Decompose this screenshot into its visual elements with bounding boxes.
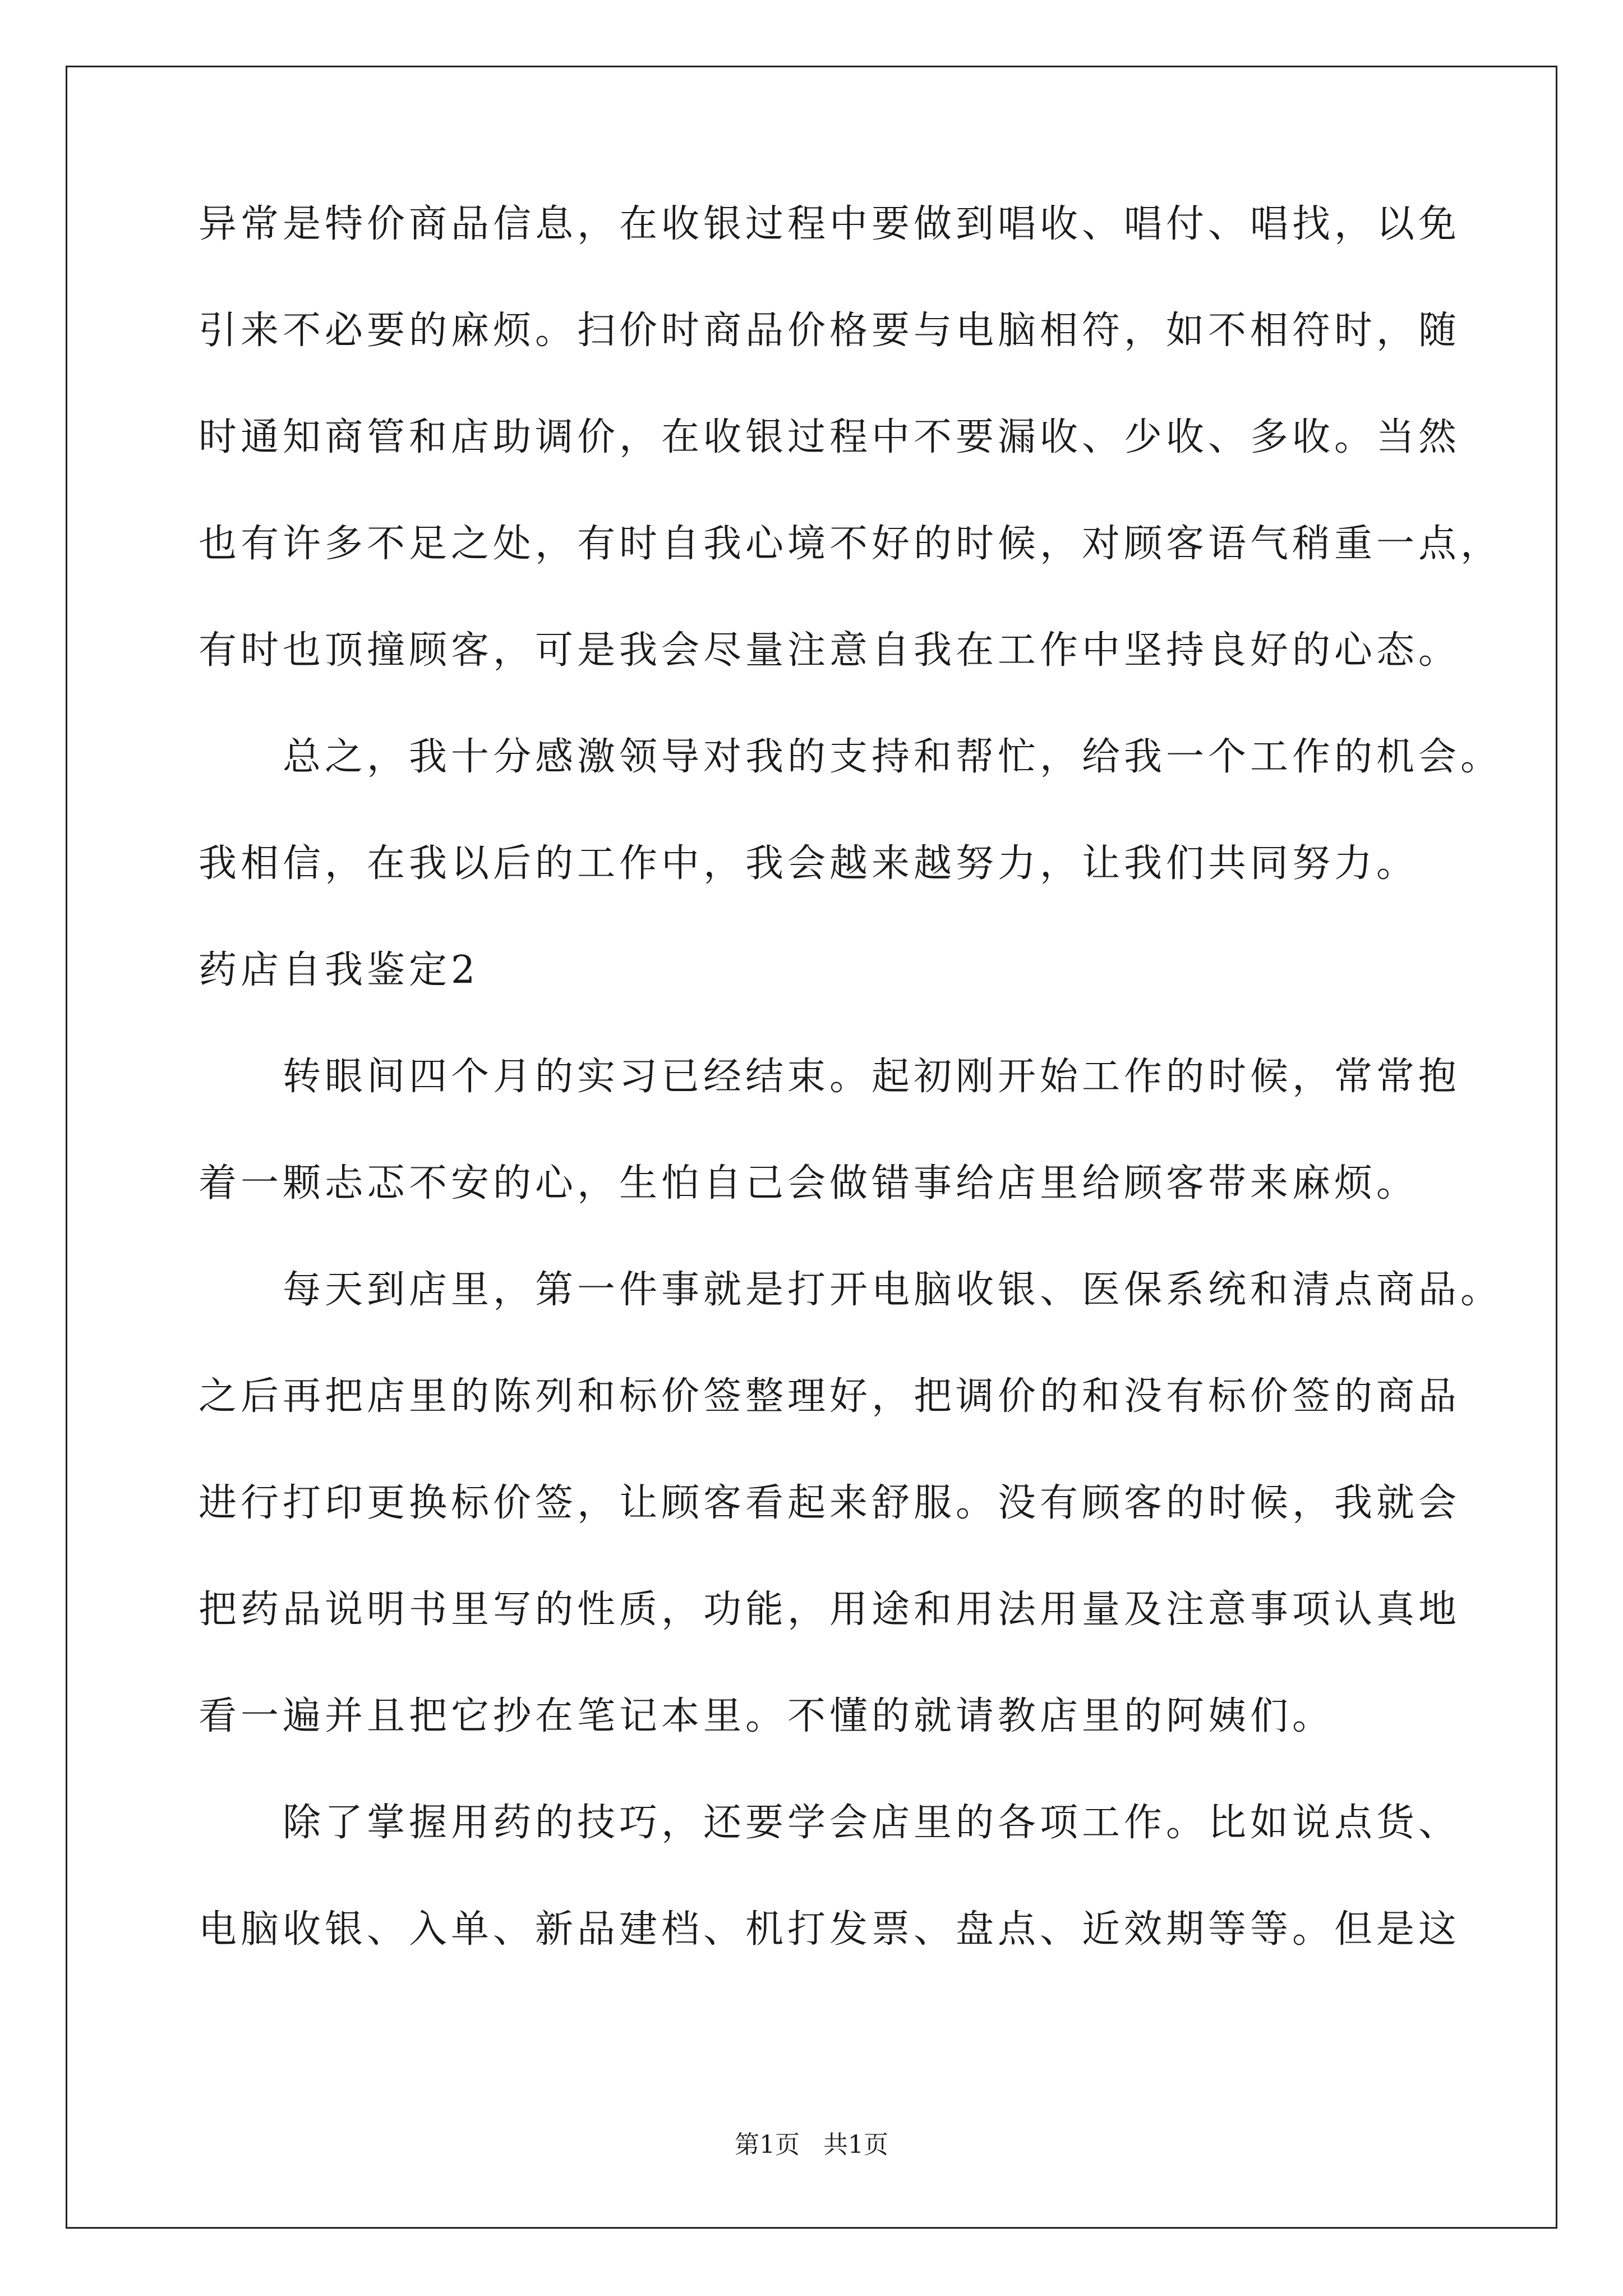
page-number: 第1页 [735, 2131, 800, 2159]
footer-spacer [800, 2131, 823, 2159]
section-heading: 药店自我鉴定2 [199, 948, 479, 992]
text-line: 总之，我十分感激领导对我的支持和帮忙，给我一个工作的机会。 [199, 735, 1503, 779]
text-line: 时通知商管和店助调价，在收银过程中不要漏收、少收、多收。当然 [199, 415, 1461, 459]
text-line: 每天到店里，第一件事就是打开电脑收银、医保系统和清点商品。 [199, 1268, 1503, 1312]
text-line: 进行打印更换标价签，让顾客看起来舒服。没有顾客的时候，我就会 [199, 1481, 1461, 1525]
text-line: 异常是特价商品信息，在收银过程中要做到唱收、唱付、唱找，以免 [199, 202, 1461, 246]
page-footer [0, 2129, 1623, 2161]
text-line: 引来不必要的麻烦。扫价时商品价格要与电脑相符，如不相符时，随 [199, 309, 1461, 353]
text-line: 之后再把店里的陈列和标价签整理好，把调价的和没有标价签的商品 [199, 1374, 1461, 1419]
text-line: 把药品说明书里写的性质，功能，用途和用法用量及注意事项认真地 [199, 1588, 1461, 1632]
page-total: 共1页 [823, 2131, 888, 2159]
text-line: 转眼间四个月的实习已经结束。起初刚开始工作的时候，常常抱 [199, 1055, 1461, 1099]
text-line: 我相信，在我以后的工作中，我会越来越努力，让我们共同努力。 [199, 841, 1419, 886]
text-line: 着一颗忐忑不安的心，生怕自己会做错事给店里给顾客带来麻烦。 [199, 1161, 1419, 1205]
text-line: 除了掌握用药的技巧，还要学会店里的各项工作。比如说点货、 [199, 1801, 1461, 1845]
page-border [66, 66, 1557, 2229]
text-line: 电脑收银、入单、新品建档、机打发票、盘点、近效期等等。但是这 [199, 1907, 1461, 1952]
text-line: 有时也顶撞顾客，可是我会尽量注意自我在工作中坚持良好的心态。 [199, 628, 1461, 673]
text-line: 也有许多不足之处，有时自我心境不好的时候，对顾客语气稍重一点， [199, 522, 1503, 566]
text-line: 看一遍并且把它抄在笔记本里。不懂的就请教店里的阿姨们。 [199, 1694, 1335, 1738]
